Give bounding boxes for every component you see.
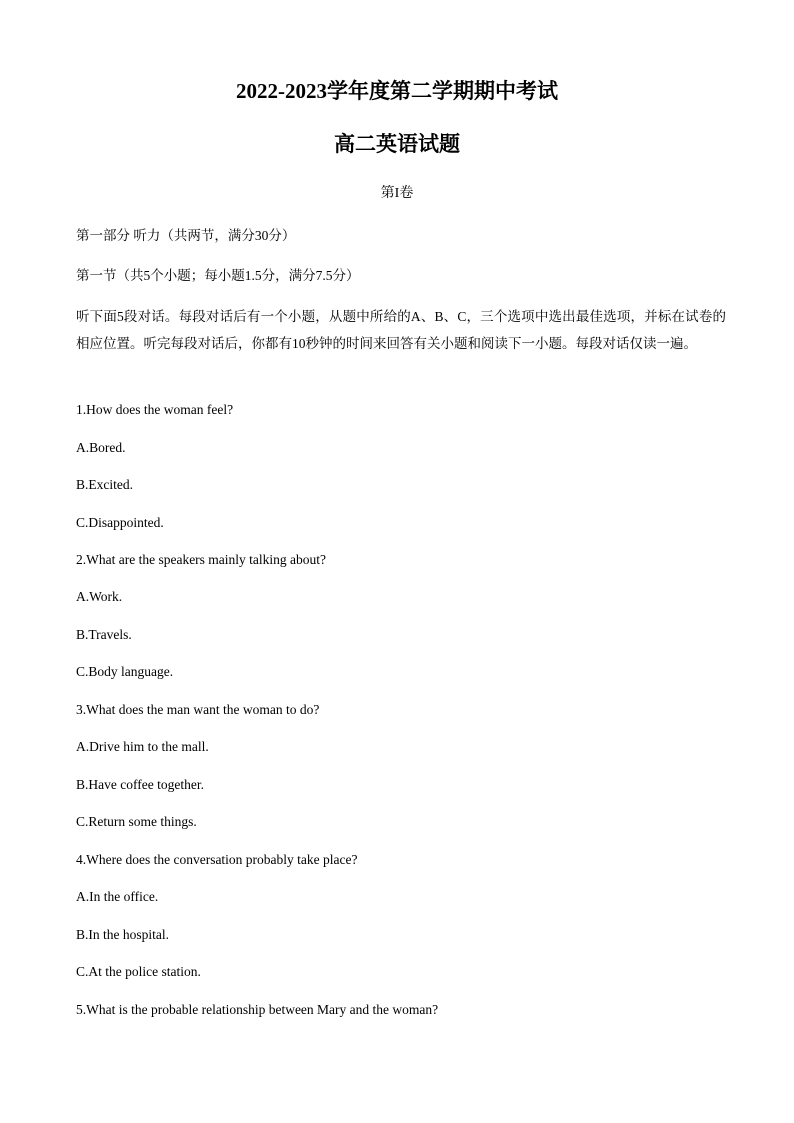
exam-subject-title: 高二英语试题: [334, 132, 460, 156]
answer-option: A.Bored.: [76, 440, 126, 455]
answer-option: A.Work.: [76, 589, 123, 604]
volume-label: 第I卷: [380, 186, 414, 201]
answer-option: B.In the hospital.: [76, 927, 169, 942]
answer-option: B.Excited.: [76, 477, 133, 492]
question-stem: 2.What are the speakers mainly talking about?: [76, 552, 327, 567]
answer-option: C.Body language.: [76, 664, 174, 679]
question-stem: 5.What is the probable relationship between Mary and the woman?: [76, 1002, 439, 1017]
answer-option: B.Travels.: [76, 627, 132, 642]
instructions-paragraph: 听下面5段对话。每段对话后有一个小题，从题中所给的A、B、C，三个选项中选出最佳选项，并标在试卷的相应位置。听完每段对话后，你都有10秒钟的时间来回答有关小题和阅读下一小题。每段对话仅读一遍。: [76, 309, 726, 351]
subsection-heading: 第一节（共5个小题；每小题1.5分，满分7.5分）: [76, 268, 360, 283]
answer-option: C.Disappointed.: [76, 515, 164, 530]
question-stem: 1.How does the woman feel?: [76, 402, 234, 417]
answer-option: A.Drive him to the mall.: [76, 739, 209, 754]
exam-title: 2022-2023学年度第二学期期中考试: [236, 79, 558, 103]
answer-option: C.At the police station.: [76, 964, 201, 979]
part-heading: 第一部分 听力（共两节，满分30分）: [76, 228, 296, 243]
question-stem: 3.What does the man want the woman to do?: [76, 702, 320, 717]
question-stem: 4.Where does the conversation probably take place?: [76, 852, 358, 867]
answer-option: A.In the office.: [76, 889, 159, 904]
answer-option: B.Have coffee together.: [76, 777, 204, 792]
answer-option: C.Return some things.: [76, 814, 197, 829]
